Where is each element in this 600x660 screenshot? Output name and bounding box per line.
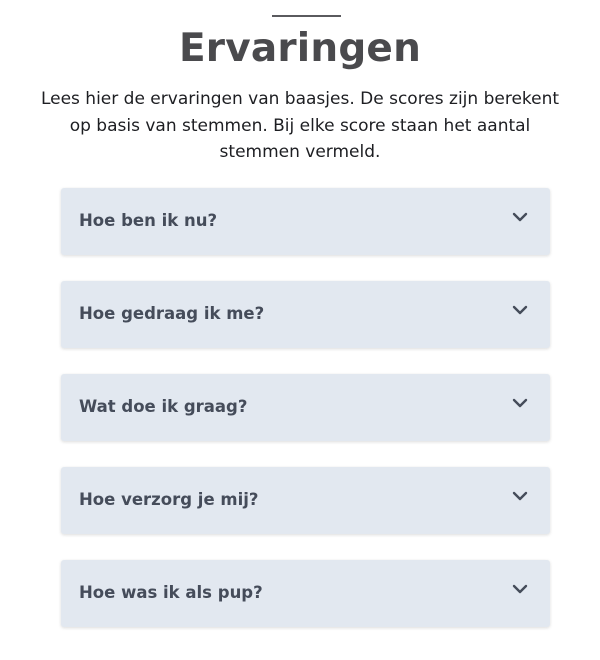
accordion-item-hoe-gedraag-ik-me[interactable]: [61, 281, 550, 348]
intro-text: Lees hier de ervaringen van baasjes. De scores zijn berekent op basis van stemmen. Bij elke score staan het aantal stemmen vermeld.: [40, 89, 560, 162]
accordion-item-label: Hoe verzorg je mij?: [79, 490, 259, 509]
accordion-item-wat-doe-ik-graag[interactable]: [61, 374, 550, 441]
accordion-item-hoe-verzorg-je-mij[interactable]: [61, 467, 550, 534]
chevron-down-icon: [511, 397, 529, 409]
accordion-item-label: Hoe gedraag ik me?: [79, 304, 265, 323]
chevron-down-icon: [511, 211, 529, 223]
accordion-item-label: Hoe was ik als pup?: [79, 583, 263, 602]
accordion-item-label: Wat doe ik graag?: [79, 397, 248, 416]
chevron-down-icon: [511, 304, 529, 316]
chevron-down-icon: [511, 490, 529, 502]
accordion-item-hoe-was-ik-als-pup[interactable]: [61, 560, 550, 627]
chevron-down-icon: [511, 583, 529, 595]
accordion-item-label: Hoe ben ik nu?: [79, 211, 218, 230]
page-title: Ervaringen: [178, 26, 422, 71]
title-divider: [272, 15, 341, 17]
accordion-item-hoe-ben-ik-nu[interactable]: [61, 188, 550, 255]
